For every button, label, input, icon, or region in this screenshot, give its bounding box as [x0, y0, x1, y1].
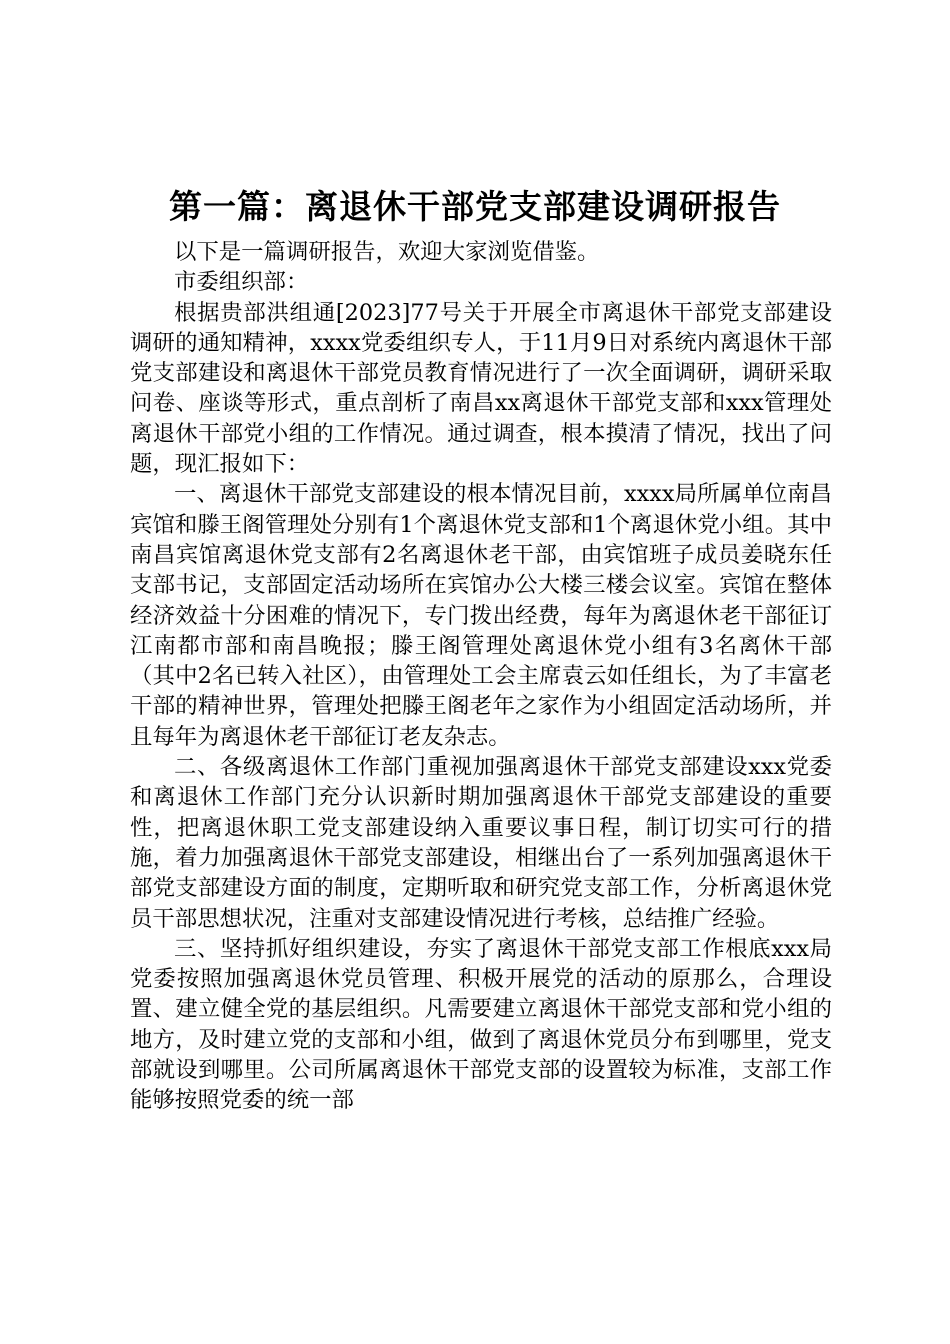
- document-title: 第一篇：离退休干部党支部建设调研报告: [169, 187, 781, 226]
- paragraph-3: 二、各级离退休工作部门重视加强离退休干部党支部建设xxx党委和离退休工作部门充分认识新时期加强离退休干部党支部建设的重要性，把离退休职工党支部建设纳入重要议事日程，制订切实可行的措施，着力加强离退休干部党支部建设，相继出台了一系列加强离退休干部党支部建设方面的制度，定期听取和研究党支部工作，分析离退休党员干部思想状况，注重对支部建设情况进行考核，总结推广经验。: [130, 754, 832, 932]
- salutation: 市委组织部：: [174, 269, 309, 296]
- paragraph-2: 一、离退休干部党支部建设的根本情况目前，xxxx局所属单位南昌宾馆和滕王阁管理处分别有1个离退休党支部和1个离退休党小组。其中南昌宾馆离退休党支部有2名离退休老干部，由宾馆班子成员姜晓东任支部书记，支部固定活动场所在宾馆办公大楼三楼会议室。宾馆在整体经济效益十分困难的情况下，专门拨出经费，每年为离退休老干部征订江南都市部和南昌晚报；滕王阁管理处离退休党小组有3名离休干部（其中2名已转入社区），由管理处工会主席袁云如任组长，为了丰富老干部的精神世界，管理处把滕王阁老年之家作为小组固定活动场所，并且每年为离退休老干部征订老友杂志。: [130, 481, 832, 750]
- paragraph-1: 根据贵部洪组通[2023]77号关于开展全市离退休干部党支部建设调研的通知精神，xxxx党委组织专人，于11月9日对系统内离退休干部党支部建设和离退休干部党员教育情况进行了一次全面调研，调研采取问卷、座谈等形式，重点剖析了南昌xx离退休干部党支部和xxx管理处离退休干部党小组的工作情况。通过调查，根本摸清了情况，找出了问题，现汇报如下：: [130, 299, 832, 478]
- intro-line: 以下是一篇调研报告，欢迎大家浏览借鉴。: [174, 239, 600, 265]
- document-body: [130, 237, 832, 1116]
- paragraph-4: 三、坚持抓好组织建设，夯实了离退休干部党支部工作根底xxx局党委按照加强离退休党员管理、积极开展党的活动的原那么，合理设置、建立健全党的基层组织。凡需要建立离退休干部党支部和党小组的地方，及时建立党的支部和小组，做到了离退休党员分布到哪里，党支部就设到哪里。公司所属离退休干部党支部的设置较为标准，支部工作能够按照党委的统一部: [130, 935, 832, 1114]
